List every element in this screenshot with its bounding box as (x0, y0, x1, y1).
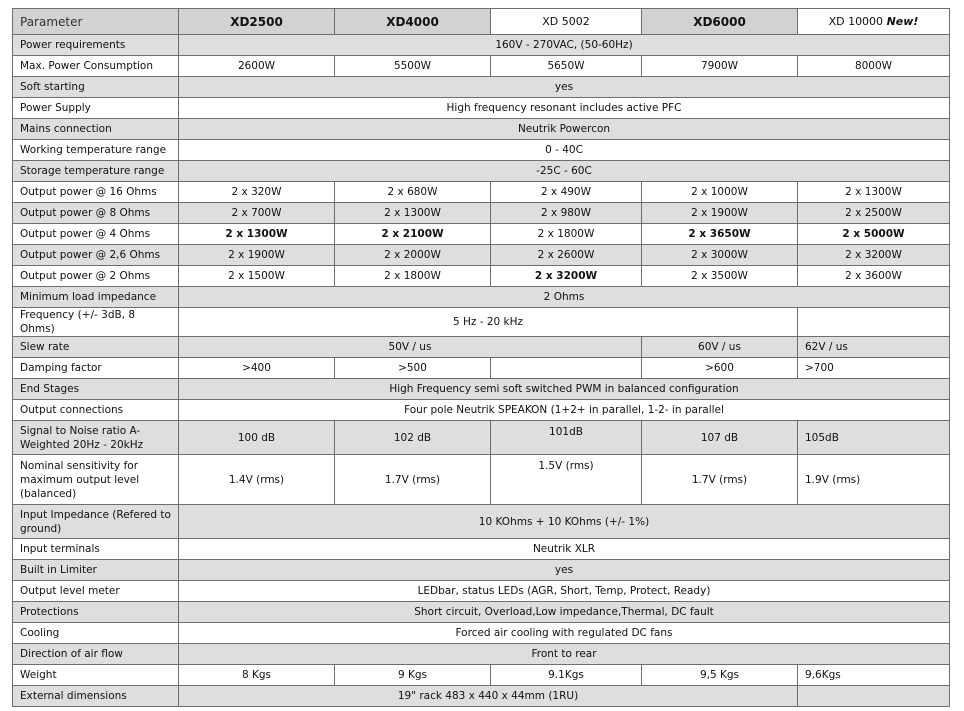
row-label: Direction of air flow (13, 644, 179, 665)
cell-xd5002: 101dB (491, 421, 642, 455)
cell-xd10000: 1.9V (rms) (798, 455, 950, 505)
row-label: Input Impedance (Refered to ground) (13, 505, 179, 539)
cell-xd6000: 7900W (642, 56, 798, 77)
row-label: Output power @ 8 Ohms (13, 203, 179, 224)
row-label: Cooling (13, 623, 179, 644)
cell-xd10000: 8000W (798, 56, 950, 77)
cell-xd10000: 2 x 2500W (798, 203, 950, 224)
table-row (13, 602, 950, 623)
cell-xd10000: 2 x 1300W (798, 182, 950, 203)
row-value: 50V / us (179, 337, 642, 358)
row-label: Weight (13, 665, 179, 686)
row-value: High frequency resonant includes active PFC (179, 98, 950, 119)
table-row (13, 119, 950, 140)
cell-xd2500: >400 (179, 358, 335, 379)
row-label: Output power @ 2 Ohms (13, 266, 179, 287)
cell-xd10000: 62V / us (798, 337, 950, 358)
cell-xd4000: 2 x 680W (335, 182, 491, 203)
table-row (13, 421, 950, 455)
cell-xd4000: 2 x 1300W (335, 203, 491, 224)
row-value: 19" rack 483 x 440 x 44mm (1RU) (179, 686, 798, 707)
header-xd10000 (798, 9, 950, 35)
row-value: Forced air cooling with regulated DC fans (179, 623, 950, 644)
row-label: Signal to Noise ratio A-Weighted 20Hz - 20kHz (13, 421, 179, 455)
cell-xd10000: 2 x 3600W (798, 266, 950, 287)
table-row (13, 245, 950, 266)
row-label: Minimum load impedance (13, 287, 179, 308)
row-label: Power Supply (13, 98, 179, 119)
row-value: 160V - 270VAC, (50-60Hz) (179, 35, 950, 56)
row-label: Mains connection (13, 119, 179, 140)
row-value: Neutrik Powercon (179, 119, 950, 140)
table-row (13, 337, 950, 358)
row-label: Output connections (13, 400, 179, 421)
header-xd6000: XD6000 (642, 9, 798, 35)
table-row (13, 358, 950, 379)
header-parameter: Parameter (13, 9, 179, 35)
table-row (13, 266, 950, 287)
row-label: Working temperature range (13, 140, 179, 161)
cell-xd4000: 9 Kgs (335, 665, 491, 686)
table-row (13, 98, 950, 119)
header-xd2500: XD2500 (179, 9, 335, 35)
table-row (13, 161, 950, 182)
row-label: Nominal sensitivity for maximum output level (balanced) (13, 455, 179, 505)
row-label: Built in Limiter (13, 560, 179, 581)
cell-xd6000: 9,5 Kgs (642, 665, 798, 686)
cell-xd2500: 1.4V (rms) (179, 455, 335, 505)
row-label: Frequency (+/- 3dB, 8 Ohms) (13, 308, 179, 337)
table-row (13, 77, 950, 98)
cell-xd4000: 2 x 2100W (335, 224, 491, 245)
cell-xd4000: 2 x 1800W (335, 266, 491, 287)
cell-xd6000: 2 x 1900W (642, 203, 798, 224)
header-row (13, 9, 950, 35)
cell-xd10000 (798, 308, 950, 337)
table-row (13, 581, 950, 602)
header-xd10000-label: XD 10000 (828, 14, 884, 28)
cell-xd4000: 1.7V (rms) (335, 455, 491, 505)
cell-xd2500: 100 dB (179, 421, 335, 455)
row-label: Output level meter (13, 581, 179, 602)
cell-xd10000: 105dB (798, 421, 950, 455)
row-label: Input terminals (13, 539, 179, 560)
table-row (13, 505, 950, 539)
row-value: Neutrik XLR (179, 539, 950, 560)
cell-xd10000: 9,6Kgs (798, 665, 950, 686)
table-row (13, 35, 950, 56)
cell-xd5002: 2 x 3200W (491, 266, 642, 287)
header-xd4000: XD4000 (335, 9, 491, 35)
row-value: yes (179, 77, 950, 98)
cell-xd4000: >500 (335, 358, 491, 379)
cell-xd2500: 2 x 320W (179, 182, 335, 203)
row-label: Storage temperature range (13, 161, 179, 182)
table-row (13, 287, 950, 308)
table-row (13, 56, 950, 77)
cell-xd6000: >600 (642, 358, 798, 379)
cell-xd6000: 2 x 3650W (642, 224, 798, 245)
cell-xd6000: 60V / us (642, 337, 798, 358)
row-label: End Stages (13, 379, 179, 400)
header-xd5002: XD 5002 (491, 9, 642, 35)
row-label: Protections (13, 602, 179, 623)
table-row (13, 308, 950, 337)
row-label: Max. Power Consumption (13, 56, 179, 77)
cell-xd6000: 2 x 3500W (642, 266, 798, 287)
cell-xd5002: 1.5V (rms) (491, 455, 642, 505)
cell-xd5002: 2 x 490W (491, 182, 642, 203)
table-row (13, 182, 950, 203)
new-badge: New! (886, 14, 919, 28)
row-value: Short circuit, Overload,Low impedance,Thermal, DC fault (179, 602, 950, 623)
cell-xd10000: 2 x 3200W (798, 245, 950, 266)
row-value: 0 - 40C (179, 140, 950, 161)
cell-xd2500: 8 Kgs (179, 665, 335, 686)
cell-xd2500: 2 x 1900W (179, 245, 335, 266)
table-row (13, 224, 950, 245)
cell-xd5002: 2 x 980W (491, 203, 642, 224)
row-value: 2 Ohms (179, 287, 950, 308)
cell-xd6000: 1.7V (rms) (642, 455, 798, 505)
cell-xd5002: 2 x 2600W (491, 245, 642, 266)
table-row (13, 623, 950, 644)
cell-xd4000: 102 dB (335, 421, 491, 455)
row-value: High Frequency semi soft switched PWM in balanced configuration (179, 379, 950, 400)
row-label: Output power @ 2,6 Ohms (13, 245, 179, 266)
row-value: yes (179, 560, 950, 581)
table-row (13, 140, 950, 161)
cell-xd5002: 2 x 1800W (491, 224, 642, 245)
cell-xd4000: 2 x 2000W (335, 245, 491, 266)
table-row (13, 665, 950, 686)
row-label: Output power @ 4 Ohms (13, 224, 179, 245)
row-value: -25C - 60C (179, 161, 950, 182)
table-row (13, 455, 950, 505)
table-row (13, 379, 950, 400)
cell-xd10000: 2 x 5000W (798, 224, 950, 245)
table-row (13, 560, 950, 581)
row-value: LEDbar, status LEDs (AGR, Short, Temp, Protect, Ready) (179, 581, 950, 602)
row-label: Slew rate (13, 337, 179, 358)
table-row (13, 203, 950, 224)
cell-xd5002: 9.1Kgs (491, 665, 642, 686)
row-label: Soft starting (13, 77, 179, 98)
row-value: 5 Hz - 20 kHz (179, 308, 798, 337)
row-label: External dimensions (13, 686, 179, 707)
cell-xd10000: >700 (798, 358, 950, 379)
row-label: Output power @ 16 Ohms (13, 182, 179, 203)
cell-xd10000 (798, 686, 950, 707)
cell-xd2500: 2 x 1300W (179, 224, 335, 245)
row-value: 10 KOhms + 10 KOhms (+/- 1%) (179, 505, 950, 539)
row-value: Front to rear (179, 644, 950, 665)
cell-xd2500: 2600W (179, 56, 335, 77)
row-value: Four pole Neutrik SPEAKON (1+2+ in parallel, 1-2- in parallel (179, 400, 950, 421)
cell-xd2500: 2 x 1500W (179, 266, 335, 287)
cell-xd5002 (491, 358, 642, 379)
table-row (13, 644, 950, 665)
cell-xd6000: 107 dB (642, 421, 798, 455)
cell-xd6000: 2 x 1000W (642, 182, 798, 203)
spec-table (12, 8, 950, 707)
row-label: Power requirements (13, 35, 179, 56)
table-row (13, 400, 950, 421)
cell-xd6000: 2 x 3000W (642, 245, 798, 266)
table-row (13, 539, 950, 560)
cell-xd4000: 5500W (335, 56, 491, 77)
table-row (13, 686, 950, 707)
row-label: Damping factor (13, 358, 179, 379)
cell-xd2500: 2 x 700W (179, 203, 335, 224)
cell-xd5002: 5650W (491, 56, 642, 77)
